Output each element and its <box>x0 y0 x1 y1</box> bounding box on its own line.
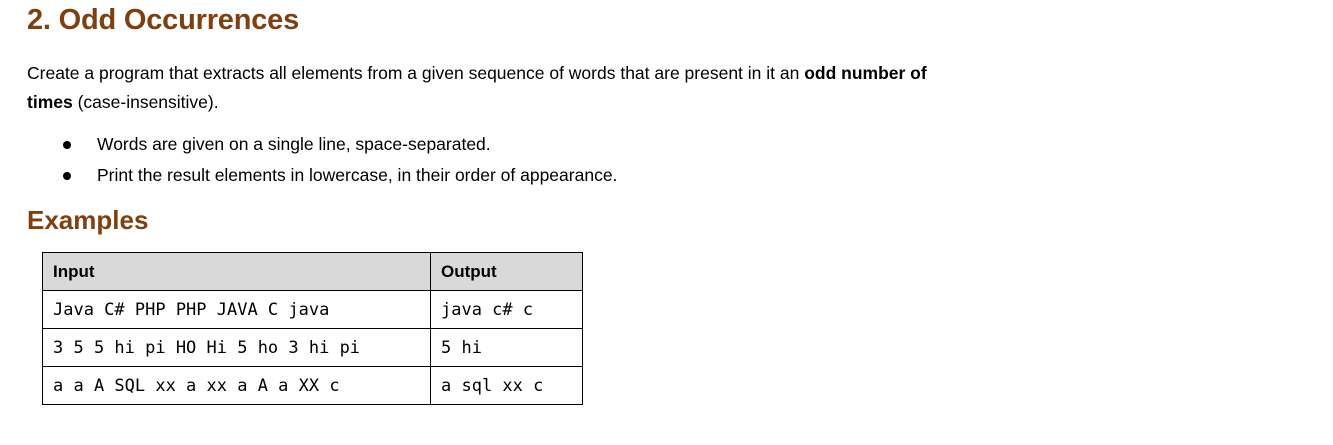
page-title: 2. Odd Occurrences <box>27 4 300 36</box>
requirements-list <box>27 130 617 192</box>
intro-text-end: (case-insensitive). <box>72 92 219 112</box>
bullet-icon <box>63 141 71 149</box>
input-cell: 3 5 5 hi pi HO Hi 5 ho 3 hi pi <box>43 329 431 367</box>
intro-emphasis-times: times <box>27 92 73 112</box>
list-item-text: Words are given on a single line, space-separated. <box>97 134 491 154</box>
bullet-icon <box>63 172 71 180</box>
examples-heading: Examples <box>27 205 149 235</box>
output-cell: a sql xx c <box>431 367 583 405</box>
table-row <box>43 367 583 405</box>
examples-table <box>42 252 583 405</box>
column-header-input: Input <box>43 253 431 291</box>
list-item-text: Print the result elements in lowercase, in their order of appearance. <box>97 165 618 185</box>
intro-paragraph <box>27 59 1067 117</box>
list-item <box>27 130 617 161</box>
output-cell: 5 hi <box>431 329 583 367</box>
output-cell: java c# c <box>431 291 583 329</box>
intro-emphasis: odd number of <box>804 63 927 83</box>
input-cell: Java C# PHP PHP JAVA C java <box>43 291 431 329</box>
table-header-row <box>43 253 583 291</box>
list-item <box>27 161 617 192</box>
column-header-output: Output <box>431 253 583 291</box>
input-cell: a a A SQL xx a xx a A a XX c <box>43 367 431 405</box>
table-row <box>43 291 583 329</box>
intro-text: Create a program that extracts all elements from a given sequence of words that are present in it an <box>27 63 805 83</box>
table-row <box>43 329 583 367</box>
